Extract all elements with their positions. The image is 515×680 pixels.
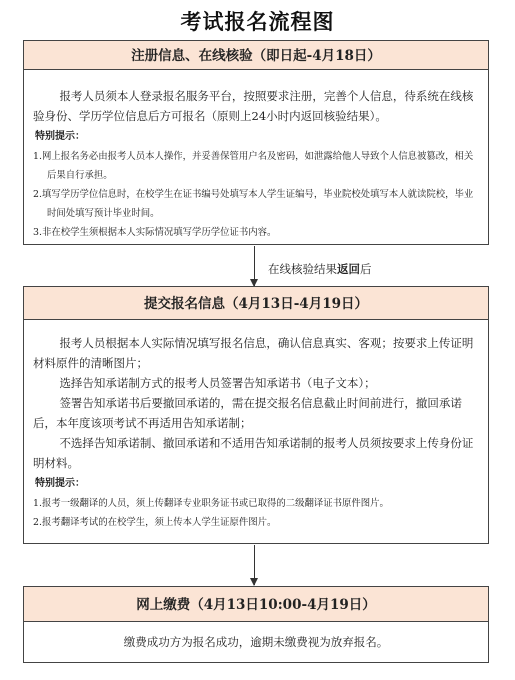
- step1-tip-1: 1.网上报名务必由报考人员本人操作，并妥善保管用户名及密码，如泄露给他人导致个人信息被篡改，相关后果自行承担。: [33, 151, 474, 181]
- step2-paragraph-2: 选择告知承诺制方式的报考人员签署告知承诺书（电子文本）；: [59, 376, 376, 390]
- step3-header: 网上缴费（4月13日10:00-4月19日）: [23, 586, 489, 622]
- flow-arrow-2: [254, 545, 255, 585]
- step2-header: 提交报名信息（4月13日-4月19日）: [23, 286, 489, 320]
- arrow-note-bold: 返回: [337, 262, 360, 276]
- step2-body: [23, 319, 489, 544]
- step3-text: 缴费成功方为报名成功，逾期未缴费视为放弃报名。: [123, 635, 389, 649]
- arrow-note: [268, 261, 372, 277]
- step1-paragraph: 报考人员须本人登录报名服务平台，按照要求注册，完善个人信息，待系统在线核验身份、学历学位信息后方可报名（原则上24小时内返回核验结果）。: [33, 89, 474, 123]
- step2-tip-1: 1.报考一级翻译的人员，须上传翻译专业职务证书或已取得的二级翻译证书原件图片。: [33, 498, 389, 509]
- step2-paragraph-1: 报考人员根据本人实际情况填写报名信息，确认信息真实、客观；按要求上传证明材料原件的清晰图片；: [33, 336, 474, 370]
- step2-paragraph-4: 不选择告知承诺制、撤回承诺和不适用告知承诺制的报考人员须按要求上传身份证明材料。: [33, 436, 474, 470]
- step2-tip-2: 2.报考翻译考试的在校学生，须上传本人学生证原件图片。: [33, 517, 277, 528]
- step1-tip-3: 3.非在校学生须根据本人实际情况填写学历学位证书内容。: [33, 227, 277, 238]
- arrow-note-suffix: 后: [360, 262, 372, 276]
- flow-arrow-1: [254, 246, 255, 286]
- step2-paragraph-3: 签署告知承诺书后要撤回承诺的，需在提交报名信息截止时间前进行，撤回承诺后，本年度该项考试不再适用告知承诺制；: [33, 396, 462, 430]
- step3-body: [23, 621, 489, 663]
- step1-tip-2: 2.填写学历学位信息时，在校学生在证书编号处填写本人学生证编号，毕业院校处填写本人就读院校，毕业时间处填写预计毕业时间。: [33, 189, 474, 219]
- step2-tips-title: 特别提示：: [35, 478, 85, 489]
- step1-body: [23, 69, 489, 245]
- page-title: 考试报名流程图: [180, 9, 335, 34]
- arrow-note-prefix: 在线核验结果: [268, 262, 337, 276]
- step1-tips-title: 特别提示：: [35, 131, 85, 142]
- step1-header: 注册信息、在线核验（即日起-4月18日）: [23, 40, 489, 70]
